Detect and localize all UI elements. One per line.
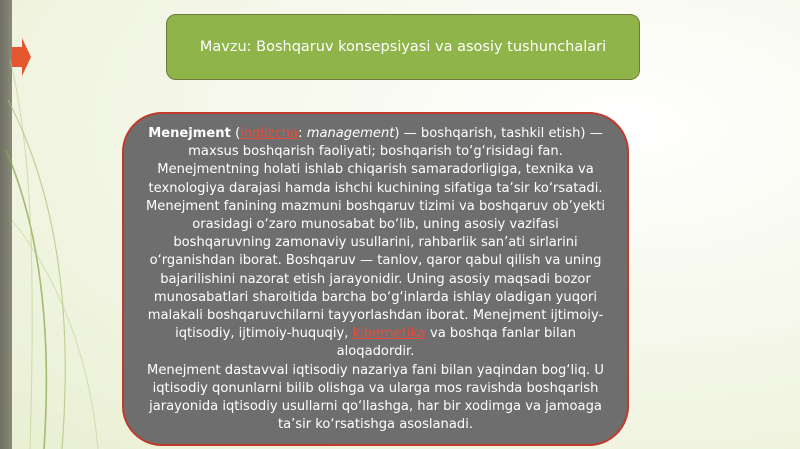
decor-curve-2 xyxy=(8,100,65,449)
definition-end: va boshqa fanlar bilan aloqadordir. xyxy=(336,326,576,360)
slide-title: Mavzu: Boshqaruv konsepsiyasi va asosiy tushunchalari xyxy=(199,39,607,55)
open-paren: ( xyxy=(230,126,241,141)
decor-curve-3 xyxy=(10,60,32,449)
english-term: management xyxy=(306,126,395,141)
arrow-bullet-icon xyxy=(12,38,31,76)
decor-curve-4 xyxy=(12,220,98,449)
paragraph-definition xyxy=(144,125,607,362)
colon: : xyxy=(298,126,307,141)
slide-title-box xyxy=(166,14,640,80)
term-menejment: Menejment xyxy=(148,126,231,141)
definition-intro: ) — boshqarish, tashkil etish) — maxsus boshqarish faoliyati; boshqarish to‘g‘risidagi fan. Menejmentning holati ishlab chiqarish samaradorligiga, texnika va texnologiya darajasi hamda ishchi kuchining sifatiga ta’sir ko‘rsatadi. Menejment fanining mazmuni boshqaruv tizimi va boshqaruv ob’yekti orasidagi o‘zaro munosabat bo‘lib, uning asosiy vazifasi boshqaruvning zamonaviy usullarini, rahbarlik san’ati sirlarini o‘rganishdan iborat. Boshqaruv — tanlov, qaror qabul qilish va uning bajarilishini nazorat etish jarayonidir. Uning asosiy maqsadi bozor munosabatlari sharoitida barcha bo‘g‘inlarda ishlay oladigan yuqori malakali boshqaruvchilarni tayyorlashdan iborat. Menejment ijtimoiy-iqtisodiy, ijtimoiy-huquqiy, xyxy=(146,126,605,342)
content-box xyxy=(122,112,629,446)
link-kibernetika[interactable]: kibernetika xyxy=(352,326,426,342)
decor-curve-1 xyxy=(6,150,46,449)
paragraph-2: Menejment dastavval iqtisodiy nazariya fani bilan yaqindan bog‘liq. U iqtisodiy qonunlarni bilib olishga va ularga mos ravishda boshqarish jarayonida iqtisodiy usullarni qo‘llashga, har bir xodimga va jamoaga ta’sir ko‘rsatishga asoslanadi. xyxy=(147,362,604,433)
link-inglizcha[interactable]: inglizcha xyxy=(240,126,299,141)
